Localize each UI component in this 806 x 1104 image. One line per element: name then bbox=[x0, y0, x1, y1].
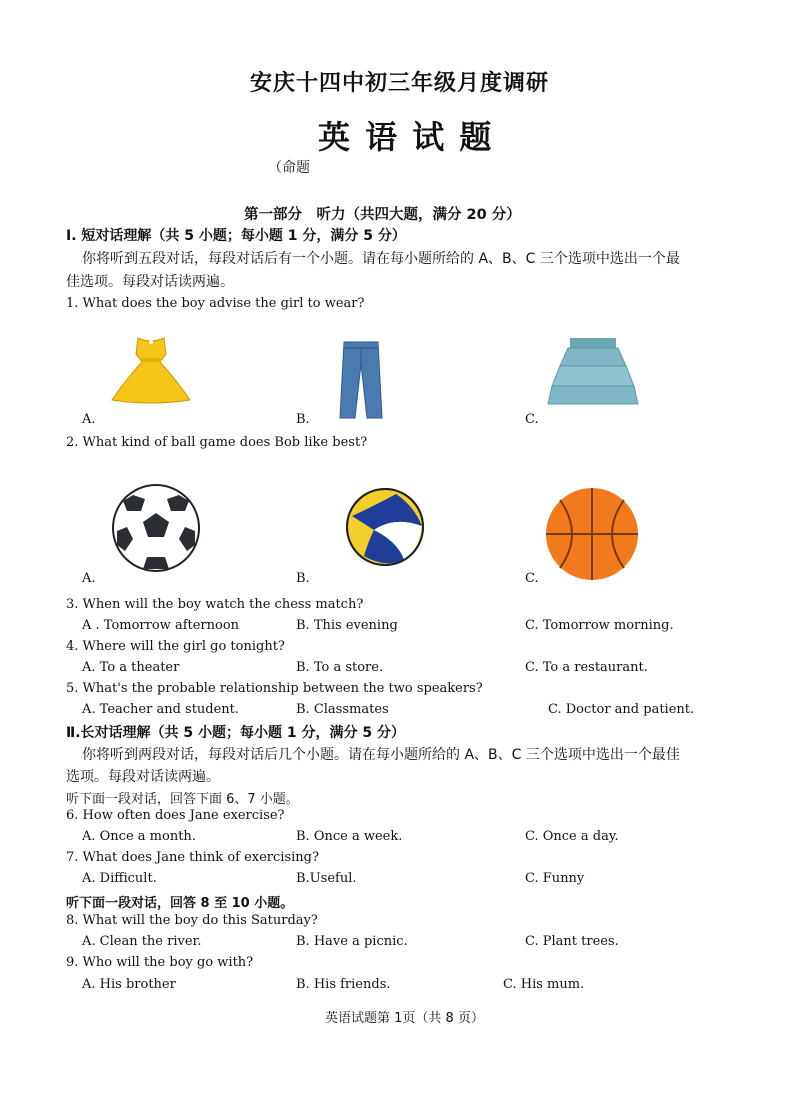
option-b: B. Classmates bbox=[296, 702, 389, 717]
question-text: 9. Who will the boy go with? bbox=[66, 955, 254, 970]
option-b: B. bbox=[296, 412, 310, 427]
option-a: A . Tomorrow afternoon bbox=[82, 618, 240, 633]
option-b: B. His friends. bbox=[296, 977, 391, 992]
option-b: B. This evening bbox=[296, 618, 398, 633]
sub-instruction: 听下面一段对话，回答 8 至 10 小题。 bbox=[66, 896, 294, 911]
option-a: A. To a theater bbox=[82, 660, 180, 675]
section-heading: Ⅱ.长对话理解（共 5 小题；每小题 1 分，满分 5 分） bbox=[66, 725, 406, 741]
option-b: B.Useful. bbox=[296, 871, 357, 886]
page-footer: 英语试题第 1页（共 8 页） bbox=[325, 1011, 484, 1026]
basketball-icon bbox=[544, 486, 640, 582]
section-heading: I. 短对话理解（共 5 小题；每小题 1 分，满分 5 分） bbox=[66, 228, 406, 244]
question-text: 3. When will the boy watch the chess match? bbox=[66, 597, 364, 612]
question-text: 4. Where will the girl go tonight? bbox=[66, 639, 285, 654]
option-a: A. His brother bbox=[82, 977, 176, 992]
option-c: C. His mum. bbox=[503, 977, 585, 992]
question-text: 8. What will the boy do this Saturday? bbox=[66, 913, 318, 928]
option-c: C. Funny bbox=[525, 871, 585, 886]
question-text: 6. How often does Jane exercise? bbox=[66, 808, 285, 823]
option-c: C. To a restaurant. bbox=[525, 660, 648, 675]
option-c: C. Tomorrow morning. bbox=[525, 618, 674, 633]
option-a: A. Teacher and student. bbox=[82, 702, 240, 717]
option-b: B. Have a picnic. bbox=[296, 934, 408, 949]
author-line: （命题 bbox=[268, 160, 310, 176]
instruction-line: 佳选项。每段对话读两遍。 bbox=[66, 274, 234, 290]
option-b: B. bbox=[296, 571, 310, 586]
instruction-line: 你将听到五段对话，每段对话后有一个小题。请在每小题所给的 A、B、C 三个选项中选出一个最 bbox=[82, 251, 680, 267]
option-a: A. bbox=[82, 412, 96, 427]
option-a: A. bbox=[82, 571, 96, 586]
option-c: C. Once a day. bbox=[525, 829, 619, 844]
sub-instruction: 听下面一段对话，回答下面 6、7 小题。 bbox=[66, 792, 299, 807]
option-b: B. To a store. bbox=[296, 660, 384, 675]
option-a: A. Clean the river. bbox=[82, 934, 202, 949]
option-a: A. Once a month. bbox=[82, 829, 196, 844]
volleyball-icon bbox=[344, 486, 426, 568]
option-c: C. Doctor and patient. bbox=[548, 702, 695, 717]
jeans-icon bbox=[338, 340, 384, 420]
question-text: 5. What's the probable relationship between the two speakers? bbox=[66, 681, 483, 696]
soccer-ball-icon bbox=[111, 483, 201, 573]
part-heading: 第一部分 听力（共四大题，满分 20 分） bbox=[244, 207, 521, 223]
option-a: A. Difficult. bbox=[82, 871, 157, 886]
question-text: 7. What does Jane think of exercising? bbox=[66, 850, 319, 865]
instruction-line: 你将听到两段对话，每段对话后几个小题。请在每小题所给的 A、B、C 三个选项中选出一个最佳 bbox=[82, 747, 680, 763]
option-c: C. Plant trees. bbox=[525, 934, 619, 949]
question-text: 1. What does the boy advise the girl to wear? bbox=[66, 296, 365, 311]
option-c: C. bbox=[525, 571, 539, 586]
blue-skirt-icon bbox=[546, 336, 640, 408]
subject-title: 英 语 试 题 bbox=[318, 118, 494, 156]
question-text: 2. What kind of ball game does Bob like best? bbox=[66, 435, 368, 450]
instruction-line: 选项。每段对话读两遍。 bbox=[66, 769, 220, 785]
yellow-dress-icon bbox=[110, 334, 192, 404]
option-c: C. bbox=[525, 412, 539, 427]
school-title: 安庆十四中初三年级月度调研 bbox=[250, 71, 550, 96]
option-b: B. Once a week. bbox=[296, 829, 403, 844]
